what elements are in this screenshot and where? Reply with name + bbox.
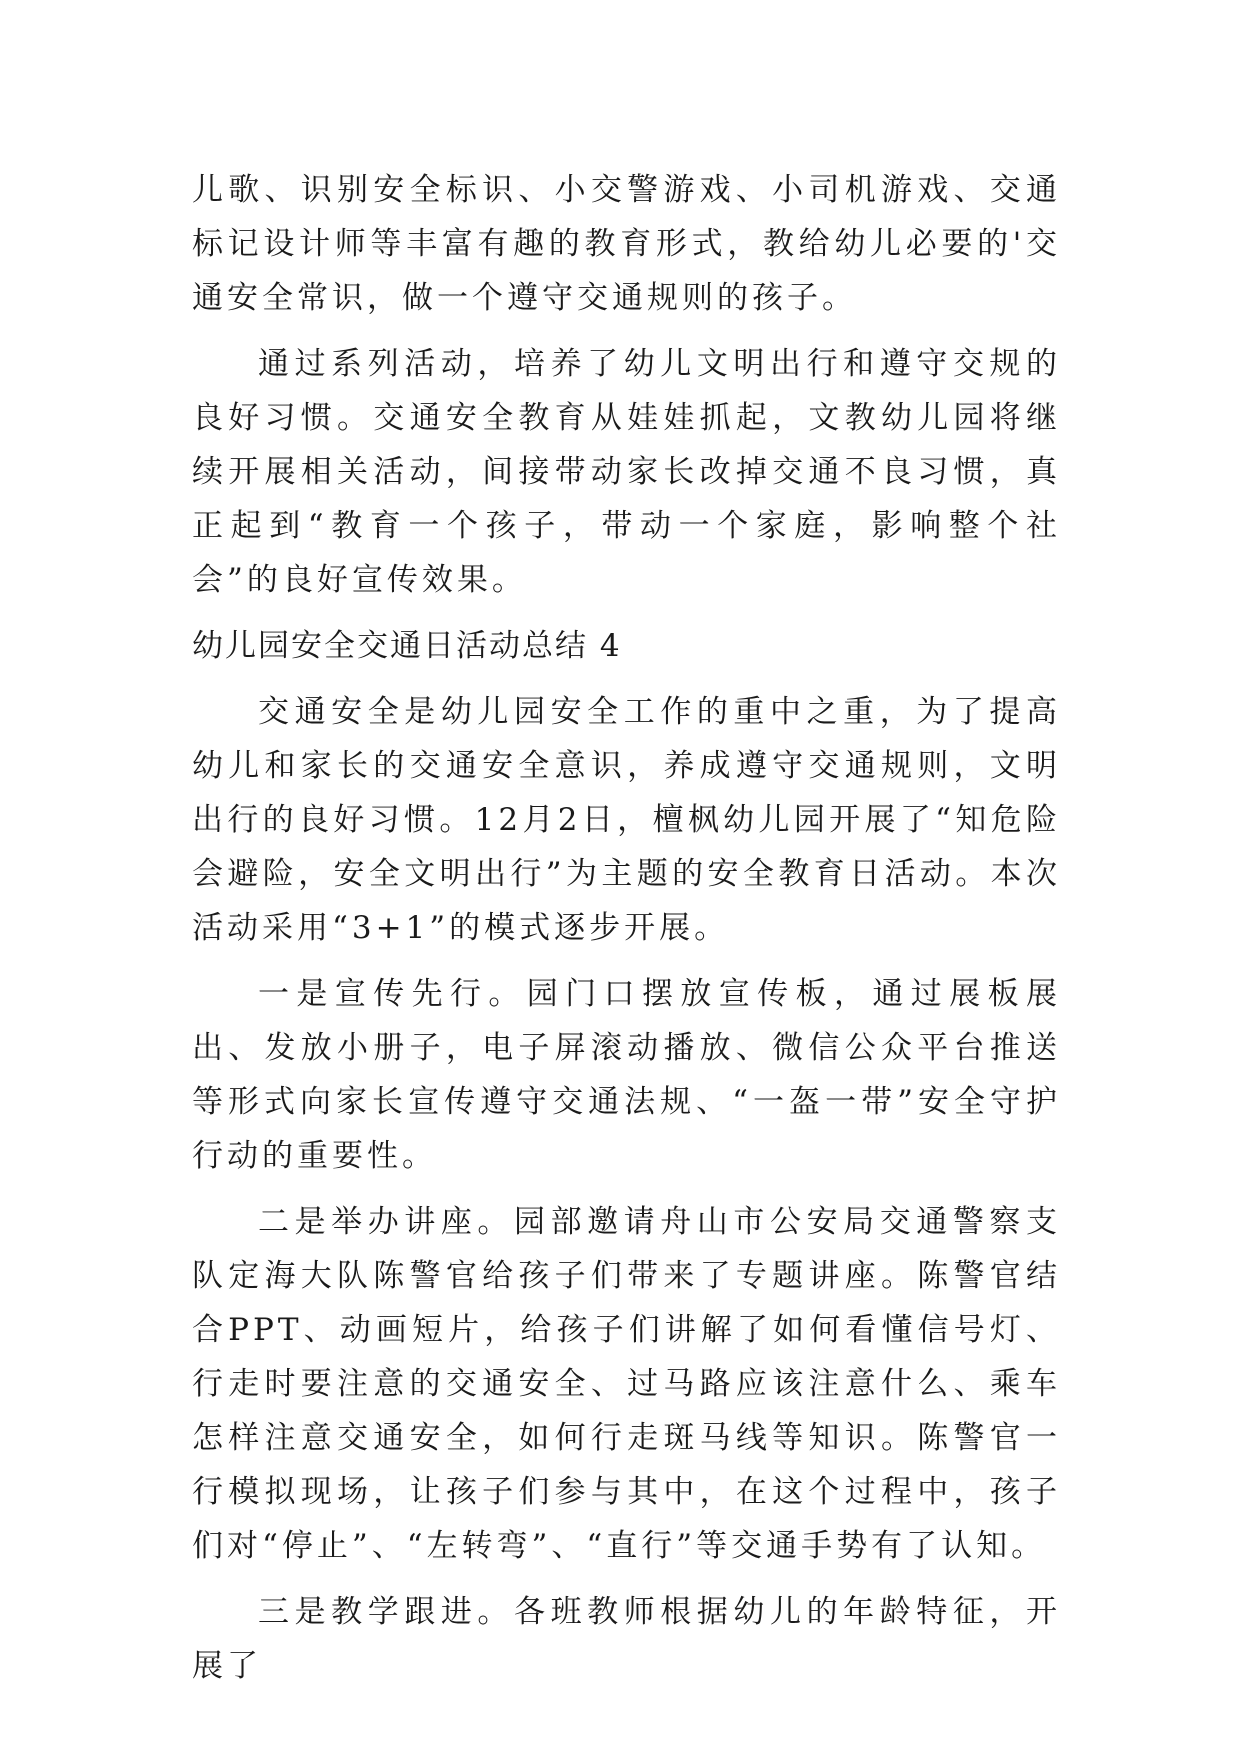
paragraph-5: 二是举办讲座。园部邀请舟山市公安局交通警察支队定海大队陈警官给孩子们带来了专题讲座。陈警官结合PPT、动画短片，给孩子们讲解了如何看懂信号灯、行走时要注意的交通安全、过马路应该注意什么、乘车怎样注意交通安全，如何行走斑马线等知识。陈警官一行模拟现场，让孩子们参与其中，在这个过程中，孩子们对“停止”、“左转弯”、“直行”等交通手势有了认知。 [192,1204,1061,1564]
paragraph-6: 三是教学跟进。各班教师根据幼儿的年龄特征，开展了 [192,1594,1061,1684]
paragraph-2: 通过系列活动，培养了幼儿文明出行和遵守交规的良好习惯。交通安全教育从娃娃抓起，文教幼儿园将继续开展相关活动，间接带动家长改掉交通不良习惯，真正起到“教育一个孩子，带动一个家庭，影响整个社会”的良好宣传效果。 [192,346,1061,598]
paragraph-3: 交通安全是幼儿园安全工作的重中之重，为了提高幼儿和家长的交通安全意识，养成遵守交通规则，文明出行的良好习惯。12月2日，檀枫幼儿园开展了“知危险会避险，安全文明出行”为主题的安全教育日活动。本次活动采用“3+1”的模式逐步开展。 [192,694,1061,946]
paragraph-1: 儿歌、识别安全标识、小交警游戏、小司机游戏、交通标记设计师等丰富有趣的教育形式，教给幼儿必要的'交通安全常识，做一个遵守交通规则的孩子。 [192,172,1061,316]
section-title: 幼儿园安全交通日活动总结 4 [192,628,622,664]
paragraph-4: 一是宣传先行。园门口摆放宣传板，通过展板展出、发放小册子，电子屏滚动播放、微信公众平台推送等形式向家长宣传遵守交通法规、“一盔一带”安全守护行动的重要性。 [192,976,1061,1174]
